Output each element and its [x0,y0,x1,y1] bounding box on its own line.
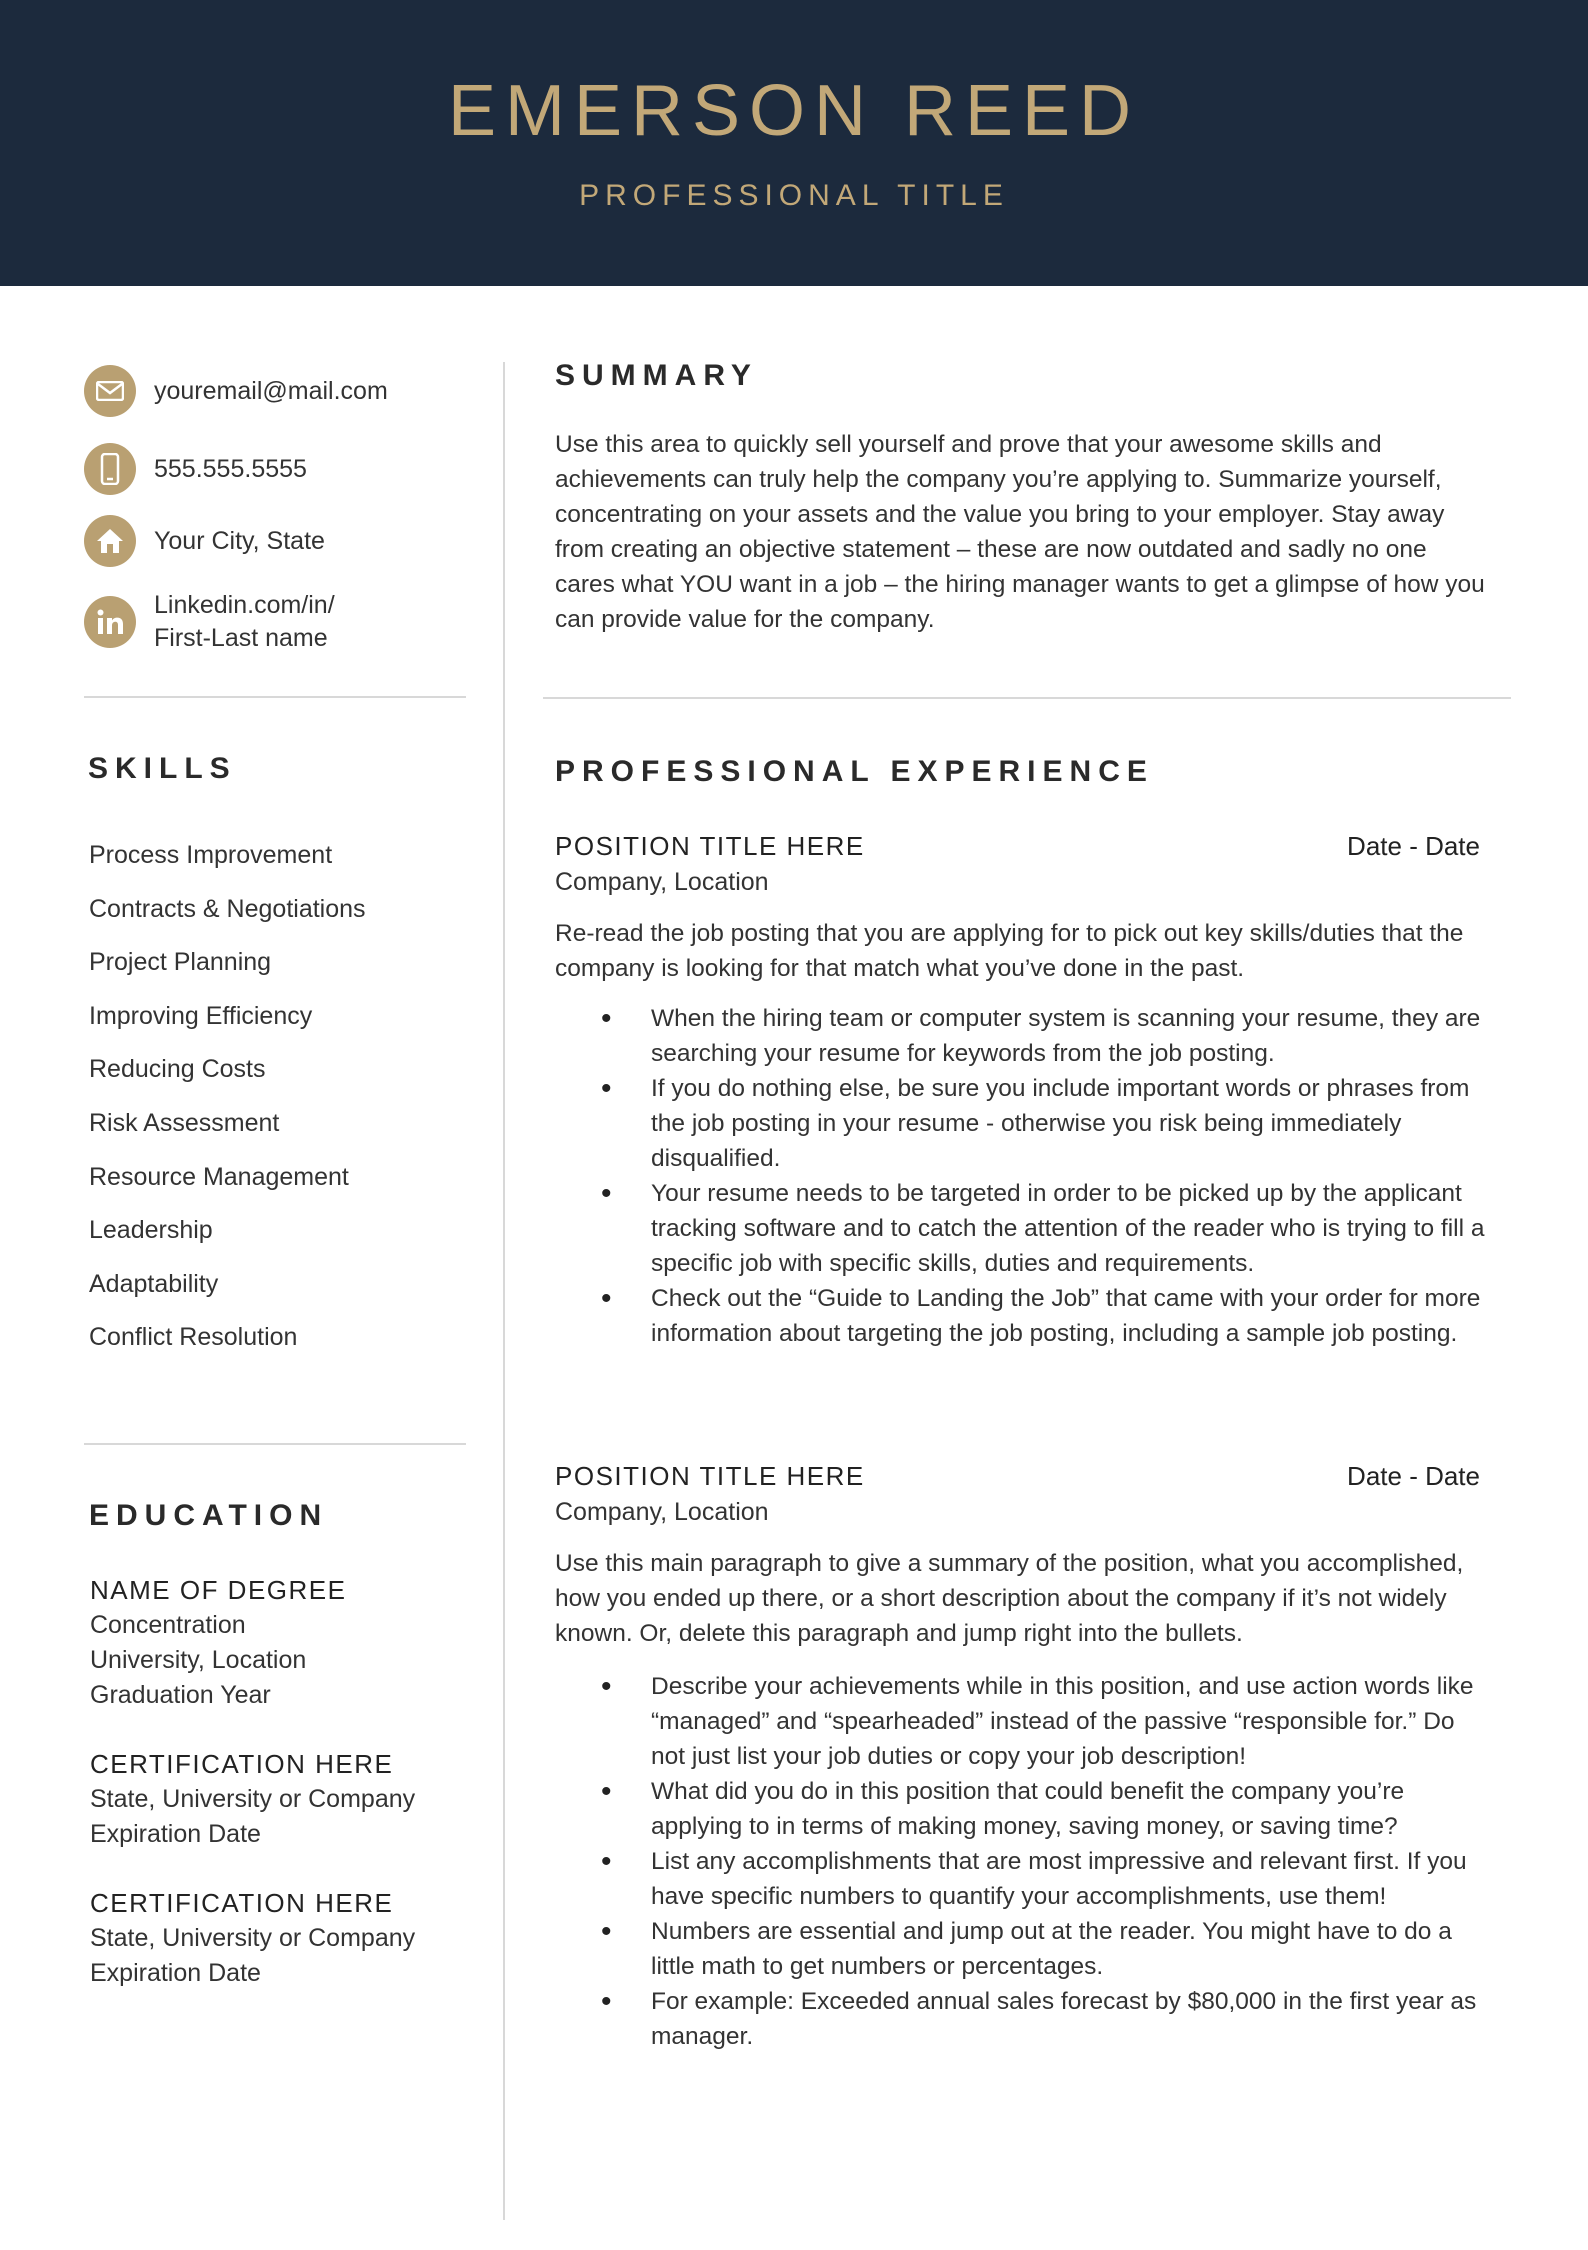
degree-detail: Concentration [90,1611,246,1639]
sidebar-divider-1 [84,696,466,698]
skill-item: Conflict Resolution [89,1323,298,1352]
contact-linkedin[interactable] [84,589,504,655]
skill-item: Contracts & Negotiations [89,894,366,923]
job-bullets [555,1001,1492,1351]
phone-text: 555.555.5555 [154,454,307,483]
location-text: Your City, State [154,526,325,555]
header-banner [0,0,1588,286]
job-header [555,828,1480,864]
degree-detail: University, Location [90,1646,307,1674]
skills-heading: SKILLS [88,752,237,785]
bullet-item: • For example: Exceeded annual sales forecast by $80,000 in the first year as manager. [555,1984,1492,2054]
skill-item: Leadership [89,1216,213,1245]
degree-detail: Graduation Year [90,1681,271,1709]
bullet-item: • Describe your achievements while in this position, and use action words like “managed” and “spearheaded” instead of the passive “responsible for.” Do not just list your job duties or copy your job description! [555,1669,1492,1774]
skill-item: Improving Efficiency [89,1001,313,1030]
bullet-item: • Your resume needs to be targeted in order to be picked up by the applicant tracking software and to catch the attention of the reader who is trying to fill a specific job with specific skills, duties and requirements. [555,1176,1492,1281]
professional-title: PROFESSIONAL TITLE [579,179,1009,212]
job-intro: Use this main paragraph to give a summary of the position, what you accomplished, how you ended up there, or a short description about the company if it’s not widely known. Or, delete this paragraph and jump right into the bullets. [555,1550,1464,1647]
certification-detail: Expiration Date [90,1820,261,1848]
job-date: Date - Date [1347,1461,1480,1491]
linkedin-line-2: First-Last name [154,624,328,652]
job-header [555,1458,1480,1494]
summary-heading: SUMMARY [555,359,758,392]
linkedin-line-1: Linkedin.com/in/ [154,591,335,619]
certification-name: CERTIFICATION HERE [90,1888,394,1918]
job-company: Company, Location [555,1498,769,1526]
education-entry-certification [90,1886,500,1991]
certification-name: CERTIFICATION HERE [90,1749,394,1779]
email-text: youremail@mail.com [154,376,388,405]
skill-item: Risk Assessment [89,1108,280,1137]
summary-text: Use this area to quickly sell yourself and prove that your awesome skills and achievements can truly help the company you’re applying to. Summarize yourself, concentrating on your assets and the value you bring to your employer. Stay away from creating an objective statement – these are now outdated and sadly no one cares what YOU want in a job – the hiring manager wants to get a glimpse of how you can provide value for the company. [555,431,1485,633]
skill-item: Reducing Costs [89,1055,266,1084]
job-bullets [555,1669,1492,2054]
bullet-item: • Numbers are essential and jump out at the reader. You might have to do a little math to get numbers or percentages. [555,1914,1492,1984]
job-entry [555,828,1492,1351]
job-company: Company, Location [555,868,769,896]
sidebar-divider-2 [84,1443,466,1445]
certification-detail: Expiration Date [90,1959,261,1987]
education-entry-certification [90,1747,500,1852]
education-heading: EDUCATION [89,1499,329,1532]
certification-detail: State, University or Company [90,1924,416,1952]
degree-name: NAME OF DEGREE [90,1575,347,1605]
linkedin-text [154,589,335,655]
bullet-item: • If you do nothing else, be sure you include important words or phrases from the job posting in your resume - otherwise you risk being immediately disqualified. [555,1071,1492,1176]
job-title: POSITION TITLE HERE [555,831,865,861]
home-icon [84,515,136,567]
job-intro: Re-read the job posting that you are applying for to pick out key skills/duties that the company is looking for that match what you’ve done in the past. [555,920,1464,982]
contact-location [84,515,504,567]
skill-item: Process Improvement [89,841,333,869]
linkedin-icon [84,596,136,648]
contact-phone[interactable] [84,443,504,495]
bullet-item: • What did you do in this position that could benefit the company you’re applying to in terms of making money, saving money, or saving time? [555,1774,1492,1844]
contact-email[interactable] [84,365,504,417]
main-divider [543,697,1511,699]
skills-list [89,829,366,1365]
skill-item: Adaptability [89,1269,219,1298]
job-date: Date - Date [1347,831,1480,861]
skill-item: Project Planning [89,948,272,977]
education-entry-degree [90,1573,500,1713]
job-title: POSITION TITLE HERE [555,1461,865,1491]
phone-icon [84,443,136,495]
skill-item: Resource Management [89,1162,349,1191]
bullet-item: • Check out the “Guide to Landing the Job” that came with your order for more information about targeting the job posting, including a sample job posting. [555,1281,1492,1351]
job-entry [555,1458,1492,2054]
certification-detail: State, University or Company [90,1785,416,1813]
email-icon [84,365,136,417]
experience-heading: PROFESSIONAL EXPERIENCE [555,755,1154,788]
bullet-item: • When the hiring team or computer system is scanning your resume, they are searching your resume for keywords from the job posting. [555,1001,1492,1071]
bullet-item: • List any accomplishments that are most impressive and relevant first. If you have specific numbers to quantify your accomplishments, use them! [555,1844,1492,1914]
summary-section [555,427,1492,637]
candidate-name: EMERSON REED [447,71,1141,151]
